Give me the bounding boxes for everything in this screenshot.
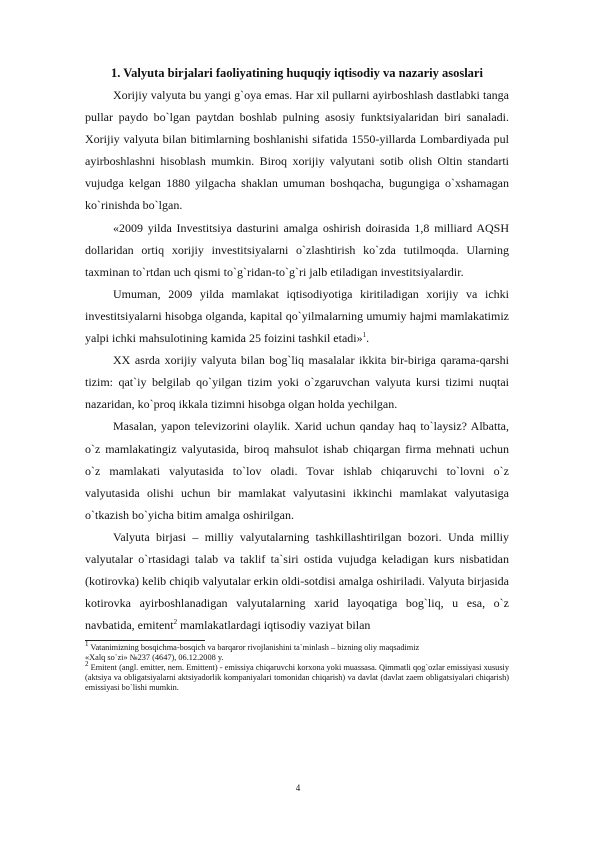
footnote-ref-1[interactable]: 1 (362, 331, 367, 340)
paragraph-2: «2009 yilda Investitsiya dasturini amalga oshirish doirasida 1,8 milliard AQSH dollaridan ortiq xorijiy investitsiyalarni o`zlashtirish ko`zda tutilmoqda. Ularning taxminan to`rtdan uch qismi to`g`ridan-to`g`ri jalb etiladigan investitsiyalardir. (85, 220, 509, 279)
footnote-2-text: Emitent (angl. emitter, nem. Emittent) - emissiya chiqaruvchi korxona yoki muassasa. Qimmatli qog`ozlar emissiyasi xususiy (aktsiya va obligatsiyalarni aktsiyadorlik kompaniyalari tomonidan chiqarish) va davlat (davlat zaem obligatsiyalari chiqarish) emissiyasi bo`lishi mumkin. (85, 663, 509, 693)
page-number: 4 (295, 783, 301, 793)
footnote-1-source: «Xalq so`zi» №237 (4647), 06.12.2008 y. (85, 653, 224, 663)
footnote-divider (85, 640, 205, 641)
paragraph-5: Masalan, yapon televizorini olaylik. Xarid uchun qanday haq to`laysiz? Albatta, o`z mamlakatingiz valyutasida, biroq mahsulot ishab chiqargan firma mehnati uchun o`z mamlakati valyutasida to`lov oladi. Tovar ishlab chiqaruvchi to`lovni o`z valyutasida olishi uchun bir mamlakat valyutasini ikkinchi mamlakat valyutasiga o`tkazish bo`yicha bitim amalga oshirilgan. (85, 419, 509, 522)
paragraph-4: XX asrda xorijiy valyuta bilan bog`liq masalalar ikkita bir-biriga qarama-qarshi tizim: qat`iy belgilab qo`yilgan tizim yoki o`zgaruvchan valyuta kursi tizimi nuqtai nazaridan, ko`proq ikkala tizimni hisobga olgan holda yechilgan. (85, 353, 509, 412)
footnote-ref-2[interactable]: 2 (173, 618, 178, 627)
footnote-mark-2: 2 (85, 660, 89, 669)
footnote-1-text: Vatanimizning bosqichma-bosqich va barqaror rivojlanishini ta`minlash – bizning oliy maqsadimiz (88, 643, 420, 653)
paragraph-3-text: Umuman, 2009 yilda mamlakat iqtisodiyotiga kiritiladigan xorijiy va ichki investitsiyalarni hisobga olganda, kapital qo`yilmalarning umumiy hajmi mamlakatimiz yalpi ichki mahsulotining kamida 25 foizini tashkil etadi» (85, 286, 509, 346)
paragraph-6-tail: mamlakatlardagi iqtisodiy vaziyat bilan (177, 618, 371, 633)
paragraph-1: Xorijiy valyuta bu yangi g`oya emas. Har xil pullarni ayirboshlash dastlabki tanga pullar paydo bo`lgan paytdan boshlab pulning asosiy funktsiyalaridan biri sanaladi. Xorijiy valyuta bilan bitimlarning boshlanishi sifatida 1550-yillarda Lombardiyada pul ayirboshlashni hisoblash mumkin. Biroq xorijiy valyutani sotib olish Oltin standarti vujudga kelgan 1880 yilgacha shaklan umuman boshqacha, bugungiga o`xshamagan ko`rinishda bo`lgan. (85, 88, 509, 213)
document-page (85, 64, 509, 693)
footnote-1 (85, 640, 509, 653)
section-heading: 1. Valyuta birjalari faoliyatining huquqiy iqtisodiy va nazariy asoslari (111, 66, 483, 80)
paragraph-6-text: Valyuta birjasi – milliy valyutalarning tashkillashtirilgan bozori. Unda milliy valyutalar o`rtasidagi talab va taklif ta`siri ostida vujudga keladigan kurs nisbatidan (kotirovka) kelib chiqib valyutalar erkin oldi-sotdisi amalga oshiriladi. Valyuta birjasida kotirovka ayirboshlanadigan valyutalarning xarid layoqatiga bog`liq, u esa, o`z navbatida, emitent (85, 529, 509, 633)
footnote-mark-1: 1 (85, 640, 89, 649)
paragraph-6 (85, 526, 509, 636)
paragraph-3: Umuman, 2009 yilda mamlakat iqtisodiyotiga kiritiladigan xorijiy va ichki investitsiyalarni hisobga olganda, kapital qo`yilmalarning umumiy hajmi mamlakatimiz yalpi ichki mahsulotining kamida 25 foizini tashkil etadi»$^1$. (85, 286, 509, 346)
footnote-2 (85, 660, 509, 693)
